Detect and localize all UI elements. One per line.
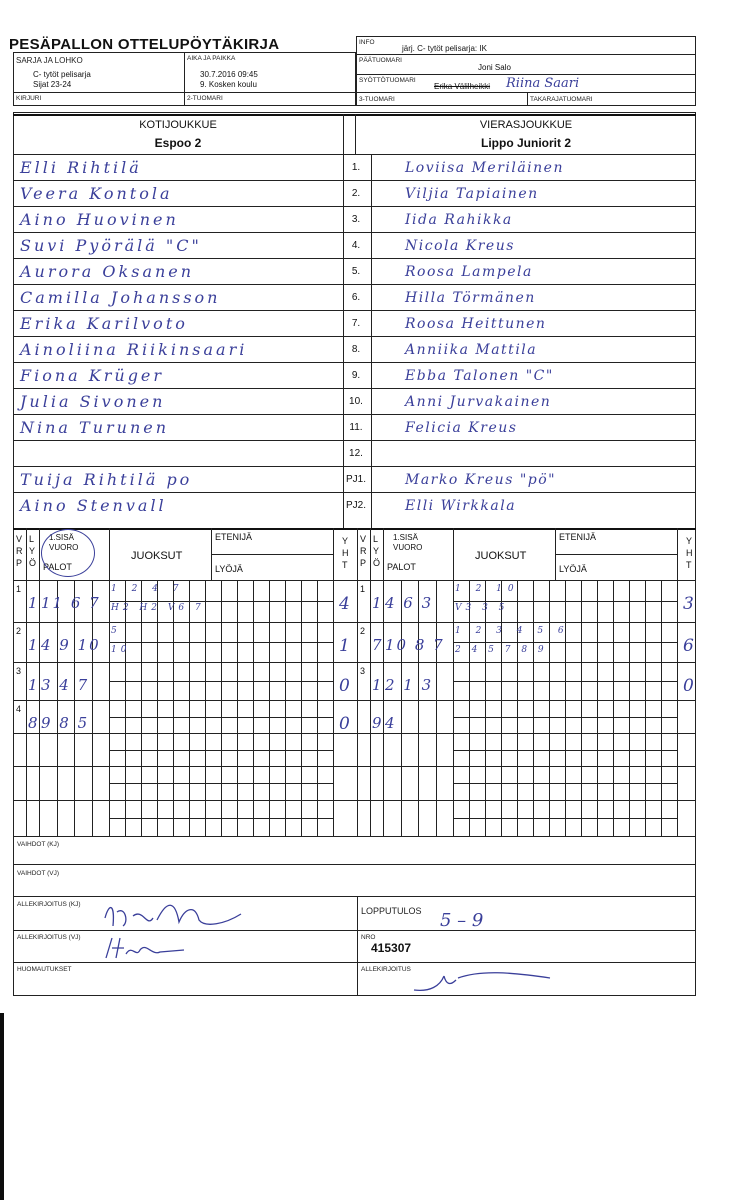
label-syottotuomari: SYÖTTÖTUOMARI [359,77,416,84]
final-score: 5 – 9 [440,910,484,931]
palot-digits: 9 8 5 [41,714,90,732]
away-player-name: Anniika Mattila [405,342,538,358]
header-vrp-letter: P [360,558,367,568]
palot-digits: 4 [385,714,397,732]
header-etenija: ETENIJÄ [559,532,597,542]
home-team-label: KOTIJOUKKUE [139,119,217,131]
label-lopputulos: LOPPUTULOS [361,906,422,916]
lyo-number: 1 [28,594,43,612]
label-info: INFO [359,39,375,46]
header-yht-letter: T [686,560,692,570]
home-player-name: Aurora Oksanen [20,262,195,281]
sisa-vuoro-circle [41,529,95,577]
home-player-name: Aino Huovinen [20,210,179,229]
away-player-name: Roosa Lampela [405,264,533,280]
runs-bottom: 2 4 5 7 8 9 [455,645,548,655]
roster-number: 10. [349,396,363,407]
away-player-name: Anni Jurvakainen [405,394,552,410]
label-vaihdot-vj: VAIHDOT (VJ) [17,870,60,877]
period-number: 1 [16,584,22,594]
label-vaihdot-kj: VAIHDOT (KJ) [17,841,60,848]
header-vrp-letter: P [16,558,23,568]
label-paatuomari: PÄÄTUOMARI [359,57,402,64]
palot-digits: 3 4 7 [41,676,90,694]
lyo-number: 9 [372,714,387,732]
header-vrp-letter: R [16,546,23,556]
info-value: järj. C- tytöt pelisarja: IK [402,44,487,53]
home-player-name: Suvi Pyörälä "C" [20,236,202,255]
header-lyo-letter: L [373,534,379,544]
home-player-name: Julia Sivonen [20,392,166,411]
period-number: 3 [360,666,366,676]
header-yht-letter: T [342,560,348,570]
lyo-number: 8 [28,714,43,732]
roster-number: 2. [351,188,361,199]
away-player-name: Elli Wirkkala [405,498,517,514]
header-lyoja: LYÖJÄ [559,564,587,574]
home-player-name: Fiona Krüger [20,366,165,385]
header-lyo-letter: Y [29,546,36,556]
away-player-name: Ebba Talonen "C" [405,368,554,384]
roster-number: 3. [351,214,361,225]
header-etenija: ETENIJÄ [215,532,253,542]
away-player-name: Viljia Tapiainen [405,186,539,202]
runs-top: 5 [111,626,123,636]
header-yht-letter: H [342,548,349,558]
home-player-name: Tuija Rihtilä po [20,470,193,489]
away-player-name: Felicia Kreus [405,420,518,436]
lyo-number: 7 [372,636,387,654]
header-juoksut: JUOKSUT [475,550,527,562]
runs-top: 1 2 10 [455,584,520,594]
header-palot: PALOT [43,562,72,572]
form-title: PESÄPALLON OTTELUPÖYTÄKIRJA [9,36,280,53]
signature-kj [95,898,255,932]
header-palot: PALOT [387,562,416,572]
header-yht-letter: Y [686,536,693,546]
home-player-name: Camilla Johansson [20,288,221,307]
header-lyo-letter: Y [373,546,380,556]
sarja-line1: C- tytöt pelisarja [33,70,91,79]
away-player-name: Nicola Kreus [405,238,515,254]
label-allekirjoitus: ALLEKIRJOITUS [361,966,411,973]
row-total: 0 [339,714,355,734]
roster-number: 12. [349,448,363,459]
period-number: 4 [16,704,22,714]
row-total: 3 [683,594,699,614]
away-team-name: Lippo Juniorit 2 [481,136,571,150]
header-yht-letter: H [686,548,693,558]
period-number: 2 [360,626,366,636]
away-player-name: Marko Kreus "pö" [405,472,557,488]
label-huomautukset: HUOMAUTUKSET [17,966,72,973]
header-lyo-letter: Ö [373,558,381,568]
lyo-number: 1 [28,676,43,694]
aika-line2: 9. Kosken koulu [200,80,257,89]
syottotuomari-handwritten: Riina Saari [506,76,580,91]
runs-bottom: 10 [111,645,131,655]
roster-number: PJ1. [345,474,366,485]
runs-bottom: V3 3 5 [455,603,509,613]
period-number: 1 [360,584,366,594]
match-number: 415307 [371,941,412,955]
header-lyoja: LYÖJÄ [215,564,243,574]
row-total: 4 [339,594,355,614]
header-sisa-vuoro: 1.SISÄ VUORO [393,533,423,552]
home-player-name: Erika Karilvoto [20,314,188,333]
home-player-name: Nina Turunen [20,418,170,437]
label-allekirjoitus-kj: ALLEKIRJOITUS (KJ) [17,901,81,908]
runs-bottom: H2 H2 V6 7 [111,603,205,613]
roster-number: 9. [351,370,361,381]
label-aika: AIKA JA PAIKKA [187,55,236,62]
roster-number: 7. [351,318,361,329]
row-total: 0 [339,676,355,696]
lyo-number: 1 [372,676,387,694]
aika-line1: 30.7.2016 09:45 [200,70,258,79]
lyo-number: 1 [372,594,387,612]
roster-number: 1. [351,162,361,173]
roster-number: 4. [351,240,361,251]
period-number: 3 [16,666,22,676]
label-takarajatuomari: TAKARAJATUOMARI [530,96,593,103]
header-lyo-letter: Ö [29,558,37,568]
away-team-label: VIERASJOUKKUE [479,119,573,131]
signature-vj [100,932,190,962]
palot-digits: 4 6 3 [385,594,434,612]
away-player-name: Roosa Heittunen [405,316,547,332]
label-nro: NRO [361,934,376,941]
roster-number: 5. [351,266,361,277]
home-player-name: Ainoliina Riikinsaari [20,340,248,359]
home-team-name: Espoo 2 [154,136,202,150]
home-player-name: Aino Stenvall [20,496,167,515]
roster-number: 11. [349,422,363,433]
header-juoksut: JUOKSUT [131,550,183,562]
label-sarja: SARJA JA LOHKO [16,56,83,65]
away-player-name: Loviisa Meriläinen [405,160,564,176]
label-allekirjoitus-vj: ALLEKIRJOITUS (VJ) [17,934,81,941]
period-number: 2 [16,626,22,636]
header-lyo-letter: L [29,534,35,544]
syottotuomari-struck: Erika Välilheikki [434,82,491,91]
palot-digits: 10 8 7 [385,636,445,654]
home-player-name: Veera Kontola [20,184,173,203]
palot-digits: 2 1 3 [385,676,434,694]
paatuomari-value: Joni Salo [478,63,511,72]
away-player-name: Hilla Törmänen [405,290,536,306]
label-kirjuri: KIRJURI [16,95,42,102]
header-yht-letter: Y [342,536,349,546]
header-sisa-vuoro: 1.SISÄ VUORO [49,533,79,552]
row-total: 6 [683,636,699,656]
sarja-line2: Sijat 23-24 [33,80,72,89]
row-total: 1 [339,636,355,656]
away-player-name: Iida Rahikka [405,212,513,228]
row-total: 0 [683,676,699,696]
label-3-tuomari: 3-TUOMARI [359,96,395,103]
palot-digits: 4 9 10 [41,636,101,654]
runs-top: 1 2 4 7 [111,584,185,594]
header-vrp-letter: V [16,534,23,544]
label-2-tuomari: 2-TUOMARI [187,95,223,102]
home-player-name: Elli Rihtilä [20,158,142,177]
runs-top: 1 2 3 4 5 6 [455,626,570,636]
roster-number: 6. [351,292,361,303]
roster-number: PJ2. [345,500,366,511]
palot-digits: 11 6 7 [41,594,101,612]
lyo-number: 1 [28,636,43,654]
signature-official [410,966,560,996]
scan-edge-bar [0,1013,4,1200]
header-vrp-letter: V [360,534,367,544]
roster-number: 8. [351,344,361,355]
header-vrp-letter: R [360,546,367,556]
